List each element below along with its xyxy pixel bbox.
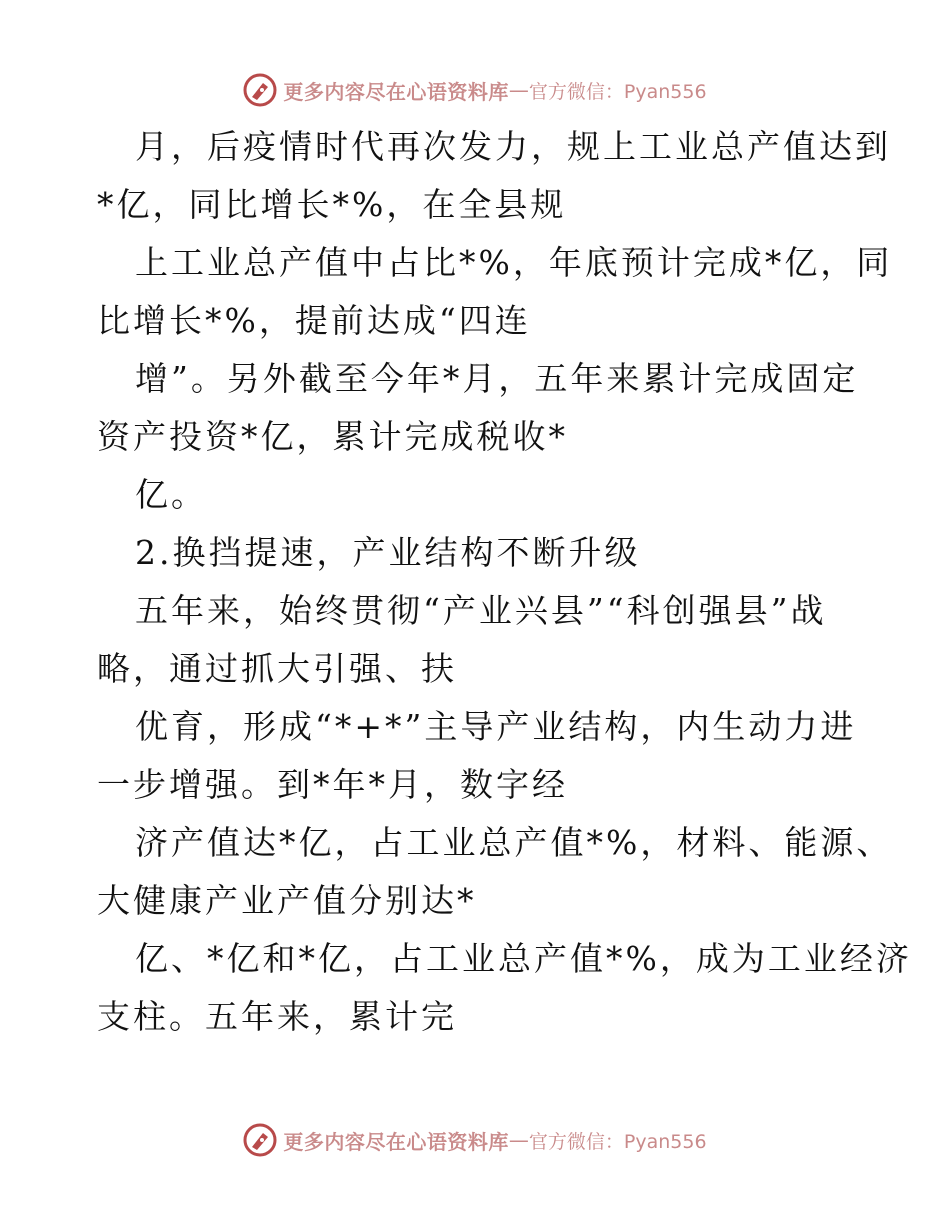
body-line: 月，后疫情时代再次发力，规上工业总产值达到 (135, 127, 891, 166)
watermark-separator: — (508, 1128, 529, 1152)
body-line: 优育，形成“*+*”主导产业结构，内生动力进 (135, 707, 857, 746)
body-line: 上工业总产值中占比*%，年底预计完成*亿，同 (135, 243, 893, 282)
body-line: 五年来，始终贯彻“产业兴县”“科创强县”战 (135, 591, 827, 630)
body-line: *亿，同比增长*%，在全县规 (97, 185, 567, 224)
body-line: 亿。 (135, 475, 207, 514)
watermark-separator: — (508, 78, 529, 102)
body-line: 济产值达*亿，占工业总产值*%，材料、能源、 (135, 823, 893, 862)
body-line: 支柱。五年来，累计完 (97, 997, 457, 1036)
pen-nib-logo-icon (243, 73, 277, 107)
body-line: 增”。另外截至今年*月，五年来累计完成固定 (135, 359, 859, 398)
watermark-brand-text: 更多内容尽在心语资料库 (283, 79, 509, 104)
body-line: 大健康产业产值分别达* (97, 881, 477, 920)
watermark-contact-text: 官方微信：Pyan556 (528, 80, 707, 103)
header-watermark (0, 70, 950, 110)
watermark-brand-text: 更多内容尽在心语资料库 (283, 1129, 509, 1154)
section-heading: 2.换挡提速，产业结构不断升级 (135, 533, 641, 572)
watermark-contact-text: 官方微信：Pyan556 (528, 1130, 707, 1153)
pen-nib-logo-icon (243, 1123, 277, 1157)
body-line: 一步增强。到*年*月，数字经 (97, 765, 568, 804)
body-line: 略，通过抓大引强、扶 (97, 649, 457, 688)
document-body (97, 118, 912, 1046)
body-line: 比增长*%，提前达成“四连 (97, 301, 531, 340)
body-line: 亿、*亿和*亿，占工业总产值*%，成为工业经济 (135, 939, 912, 978)
body-line: 资产投资*亿，累计完成税收* (97, 417, 568, 456)
footer-watermark (0, 1120, 950, 1160)
